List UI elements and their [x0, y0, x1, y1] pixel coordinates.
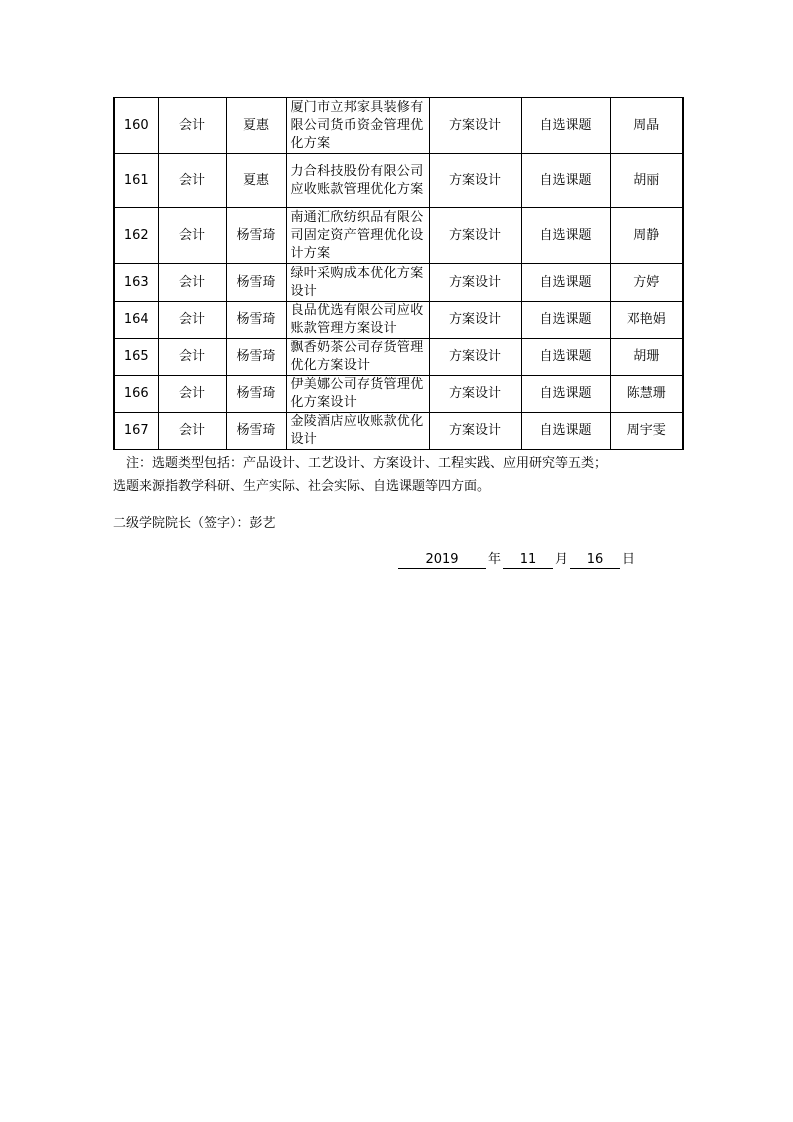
cell-major: 会计 — [158, 413, 226, 450]
cell-row-number: 165 — [114, 339, 158, 376]
cell-topic-type: 方案设计 — [429, 413, 521, 450]
cell-topic-source: 自选课题 — [521, 339, 610, 376]
cell-major: 会计 — [158, 208, 226, 264]
table-row — [114, 413, 683, 450]
cell-major: 会计 — [158, 339, 226, 376]
cell-row-number: 166 — [114, 376, 158, 413]
cell-topic-type: 方案设计 — [429, 376, 521, 413]
cell-topic-title: 绿叶采购成本优化方案设计 — [286, 264, 429, 302]
date-day: 16 — [570, 552, 620, 569]
cell-topic-title: 金陵酒店应收账款优化设计 — [286, 413, 429, 450]
cell-topic-source: 自选课题 — [521, 302, 610, 339]
cell-student: 周静 — [610, 208, 683, 264]
cell-topic-title: 良品优选有限公司应收账款管理方案设计 — [286, 302, 429, 339]
date-month: 11 — [503, 552, 553, 569]
cell-topic-title: 伊美娜公司存货管理优化方案设计 — [286, 376, 429, 413]
cell-row-number: 163 — [114, 264, 158, 302]
cell-topic-source: 自选课题 — [521, 208, 610, 264]
cell-row-number: 162 — [114, 208, 158, 264]
cell-advisor: 夏惠 — [226, 154, 286, 208]
topic-table — [113, 97, 684, 450]
date-year: 2019 — [398, 552, 486, 569]
table-row — [114, 339, 683, 376]
cell-major: 会计 — [158, 154, 226, 208]
cell-topic-title: 南通汇欣纺织品有限公司固定资产管理优化设计方案 — [286, 208, 429, 264]
cell-advisor: 杨雪琦 — [226, 302, 286, 339]
cell-row-number: 164 — [114, 302, 158, 339]
cell-advisor: 杨雪琦 — [226, 413, 286, 450]
cell-topic-type: 方案设计 — [429, 264, 521, 302]
cell-row-number: 160 — [114, 98, 158, 154]
cell-student: 陈慧珊 — [610, 376, 683, 413]
note-line-2: 选题来源指教学科研、生产实际、社会实际、自选课题等四方面。 — [113, 479, 491, 494]
cell-advisor: 杨雪琦 — [226, 264, 286, 302]
cell-row-number: 167 — [114, 413, 158, 450]
table-row — [114, 264, 683, 302]
cell-topic-title: 力合科技股份有限公司应收账款管理优化方案 — [286, 154, 429, 208]
cell-major: 会计 — [158, 376, 226, 413]
table-row — [114, 208, 683, 264]
cell-student: 周宇雯 — [610, 413, 683, 450]
cell-topic-type: 方案设计 — [429, 302, 521, 339]
cell-student: 胡珊 — [610, 339, 683, 376]
cell-topic-type: 方案设计 — [429, 98, 521, 154]
cell-topic-source: 自选课题 — [521, 413, 610, 450]
cell-topic-type: 方案设计 — [429, 208, 521, 264]
cell-advisor: 夏惠 — [226, 98, 286, 154]
cell-topic-source: 自选课题 — [521, 376, 610, 413]
cell-advisor: 杨雪琦 — [226, 339, 286, 376]
cell-topic-source: 自选课题 — [521, 154, 610, 208]
date-month-label: 月 — [555, 552, 569, 567]
cell-topic-source: 自选课题 — [521, 98, 610, 154]
cell-topic-source: 自选课题 — [521, 264, 610, 302]
table-row — [114, 154, 683, 208]
table-row — [114, 376, 683, 413]
dean-signature: 二级学院院长（签字）：彭艺 — [113, 516, 276, 531]
cell-advisor: 杨雪琦 — [226, 376, 286, 413]
date-year-label: 年 — [488, 552, 502, 567]
cell-student: 胡丽 — [610, 154, 683, 208]
cell-student: 周晶 — [610, 98, 683, 154]
note — [113, 452, 713, 498]
table-row — [114, 98, 683, 154]
cell-major: 会计 — [158, 264, 226, 302]
note-line-1: 注：选题类型包括：产品设计、工艺设计、方案设计、工程实践、应用研究等五类； — [126, 456, 608, 471]
cell-major: 会计 — [158, 302, 226, 339]
cell-topic-title: 飘香奶茶公司存货管理优化方案设计 — [286, 339, 429, 376]
cell-advisor: 杨雪琦 — [226, 208, 286, 264]
cell-topic-type: 方案设计 — [429, 339, 521, 376]
cell-student: 邓艳娟 — [610, 302, 683, 339]
cell-topic-title: 厦门市立邦家具装修有限公司货币资金管理优化方案 — [286, 98, 429, 154]
date-day-label: 日 — [622, 552, 636, 567]
cell-topic-type: 方案设计 — [429, 154, 521, 208]
table-row — [114, 302, 683, 339]
cell-student: 方婷 — [610, 264, 683, 302]
cell-row-number: 161 — [114, 154, 158, 208]
topic-table-body — [114, 98, 683, 450]
cell-major: 会计 — [158, 98, 226, 154]
signing-date — [398, 550, 637, 570]
